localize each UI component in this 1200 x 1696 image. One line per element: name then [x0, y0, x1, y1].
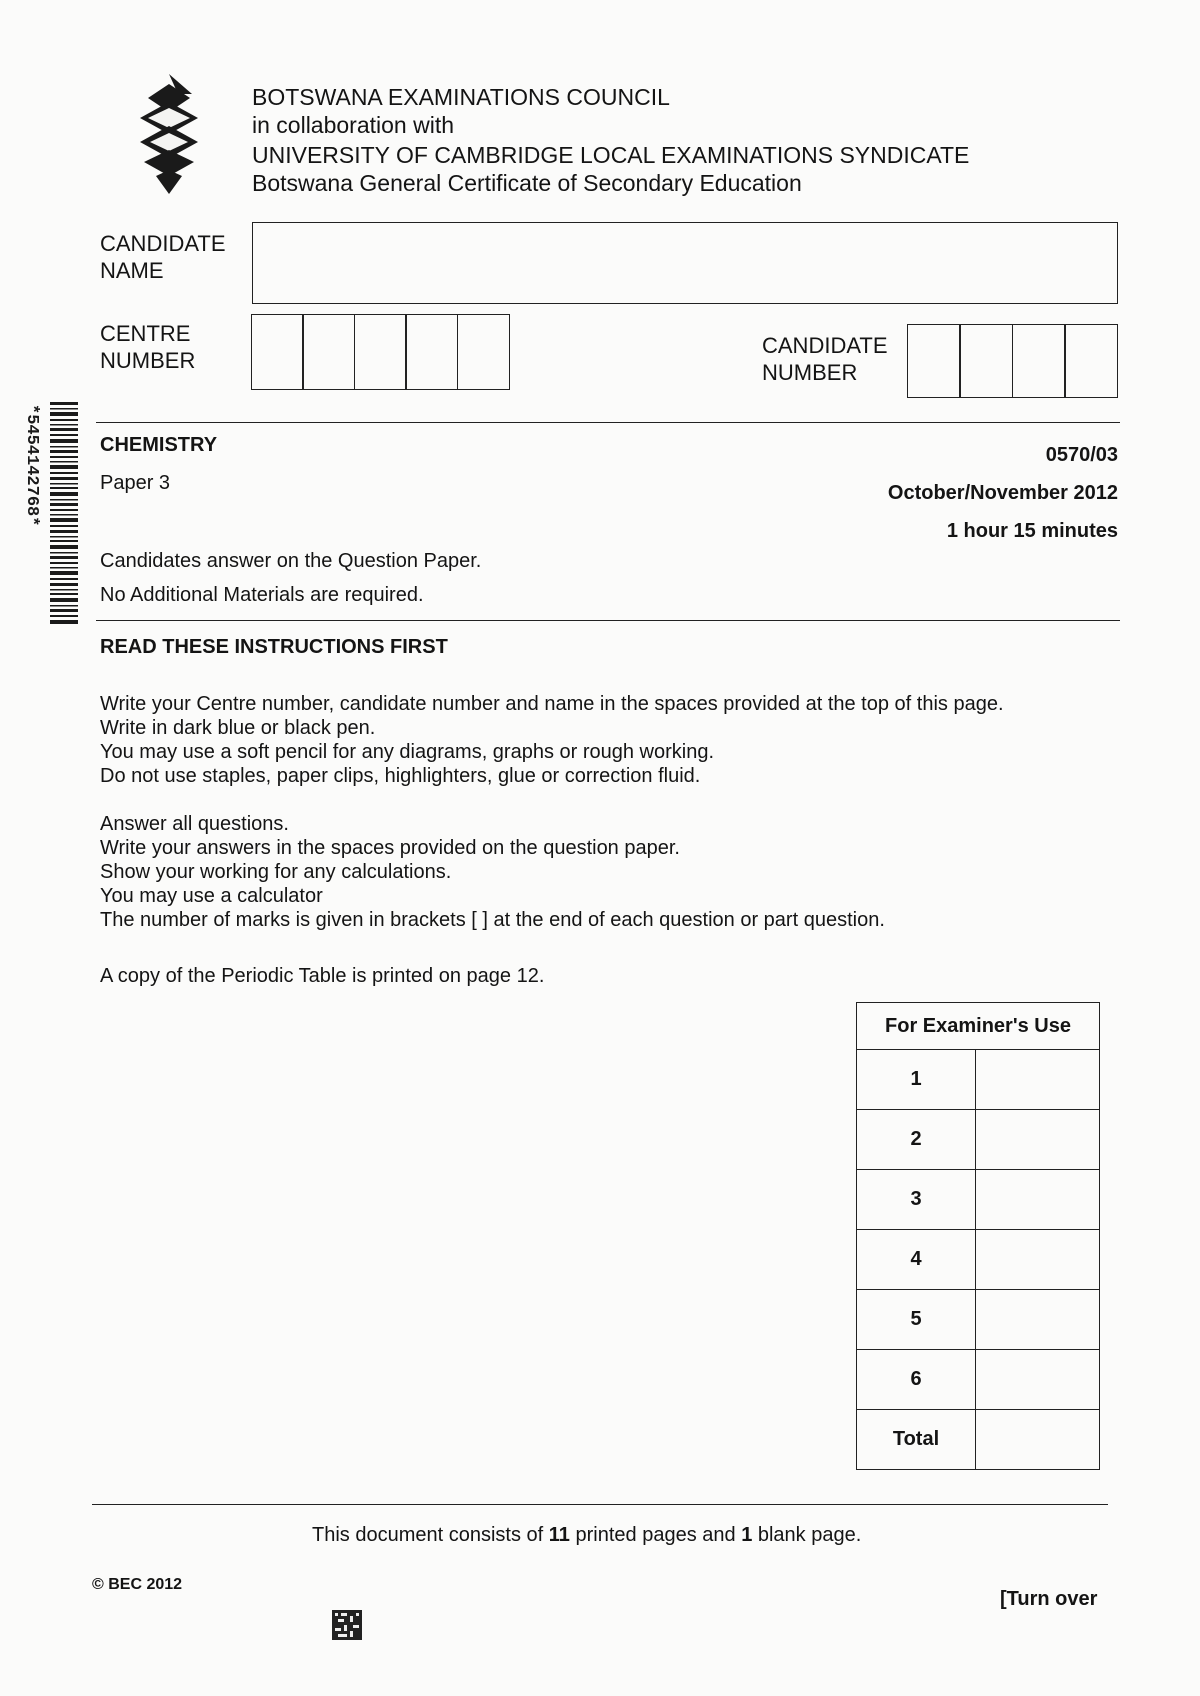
mark-cell[interactable]: [976, 1050, 1100, 1110]
page-count-text: printed pages and: [569, 1524, 742, 1546]
exam-duration: 1 hour 15 minutes: [946, 520, 1118, 542]
examiner-table-title: For Examiner's Use: [857, 1003, 1100, 1050]
page-count-note: [312, 1524, 861, 1547]
instructions-block-2: [100, 812, 885, 932]
exam-session: October/November 2012: [887, 482, 1118, 504]
total-label-cell: Total: [857, 1410, 976, 1470]
candidate-number-cell[interactable]: [1012, 324, 1066, 398]
question-number-cell: 2: [857, 1110, 976, 1170]
barcode-text: *5454142768*: [22, 404, 41, 527]
question-number-cell: 1: [857, 1050, 976, 1110]
candidate-number-cell[interactable]: [907, 324, 961, 398]
page-count-text: This document consists of: [312, 1524, 549, 1546]
subject-title: CHEMISTRY: [100, 434, 218, 456]
candidate-number-cell[interactable]: [959, 324, 1013, 398]
blank-pages-count: 1: [741, 1524, 753, 1546]
paper-number: Paper 3: [100, 472, 171, 494]
candidate-number-label: [762, 332, 888, 386]
collab-line: in collaboration with: [252, 112, 455, 138]
instruction-line: Write in dark blue or black pen.: [100, 717, 376, 739]
instruction-line: The number of marks is given in brackets [ ] at the end of each question or part question.: [100, 909, 885, 931]
instruction-line: You may use a calculator: [100, 885, 323, 907]
divider-top: [96, 422, 1120, 423]
copyright: © BEC 2012: [92, 1576, 183, 1593]
instruction-line: You may use a soft pencil for any diagrams, graphs or rough working.: [100, 741, 715, 763]
candidate-name-box[interactable]: [252, 222, 1118, 304]
candidate-name-label-line1: CANDIDATE: [100, 231, 226, 256]
centre-number-cell[interactable]: [457, 314, 510, 390]
mark-cell[interactable]: [976, 1230, 1100, 1290]
answer-note: Candidates answer on the Question Paper.: [100, 550, 482, 572]
centre-number-cell[interactable]: [354, 314, 407, 390]
instruction-line: Show your working for any calculations.: [100, 861, 452, 883]
candidate-number-label-line1: CANDIDATE: [762, 333, 888, 358]
centre-number-label: [100, 320, 195, 374]
printed-pages-count: 11: [548, 1524, 570, 1546]
candidate-number-cell[interactable]: [1064, 324, 1118, 398]
centre-number-label-line1: CENTRE: [100, 321, 191, 346]
divider-instructions: [96, 620, 1120, 621]
candidate-number-boxes: [908, 324, 1118, 398]
centre-number-boxes: [252, 314, 510, 390]
instructions-block-1: [100, 692, 1004, 788]
instruction-line: Write your Centre number, candidate number and name in the spaces provided at the top of this page.: [100, 693, 1004, 715]
paper-code: 0570/03: [1045, 444, 1118, 466]
syndicate-name: UNIVERSITY OF CAMBRIDGE LOCAL EXAMINATIONS SYNDICATE: [252, 142, 970, 168]
mark-cell[interactable]: [976, 1110, 1100, 1170]
page-count-text: blank page.: [752, 1524, 862, 1546]
examiner-use-table: [856, 1002, 1100, 1470]
mark-cell[interactable]: [976, 1290, 1100, 1350]
mark-cell[interactable]: [976, 1170, 1100, 1230]
divider-footer: [92, 1504, 1108, 1505]
candidate-name-label: [100, 230, 226, 284]
certificate-name: Botswana General Certificate of Secondary Education: [252, 170, 802, 196]
mark-cell[interactable]: [976, 1350, 1100, 1410]
candidate-name-label-line2: NAME: [100, 258, 164, 283]
centre-number-label-line2: NUMBER: [100, 348, 196, 373]
materials-note: No Additional Materials are required.: [100, 584, 424, 606]
question-number-cell: 6: [857, 1350, 976, 1410]
question-number-cell: 3: [857, 1170, 976, 1230]
barcode: [20, 400, 80, 650]
question-number-cell: 5: [857, 1290, 976, 1350]
centre-number-cell[interactable]: [251, 314, 304, 390]
centre-number-cell[interactable]: [302, 314, 355, 390]
candidate-number-label-line2: NUMBER: [762, 360, 858, 385]
periodic-table-note: A copy of the Periodic Table is printed on page 12.: [100, 965, 545, 987]
datamatrix-code: [332, 1610, 362, 1640]
centre-number-cell[interactable]: [405, 314, 458, 390]
turn-over: [Turn over: [1000, 1588, 1098, 1610]
instructions-heading: READ THESE INSTRUCTIONS FIRST: [100, 636, 448, 658]
instruction-line: Answer all questions.: [100, 813, 289, 835]
instruction-line: Write your answers in the spaces provided on the question paper.: [100, 837, 680, 859]
question-number-cell: 4: [857, 1230, 976, 1290]
bec-logo: [128, 72, 210, 196]
council-name: BOTSWANA EXAMINATIONS COUNCIL: [252, 84, 670, 110]
total-mark-cell[interactable]: [976, 1410, 1100, 1470]
instruction-line: Do not use staples, paper clips, highlighters, glue or correction fluid.: [100, 765, 701, 787]
